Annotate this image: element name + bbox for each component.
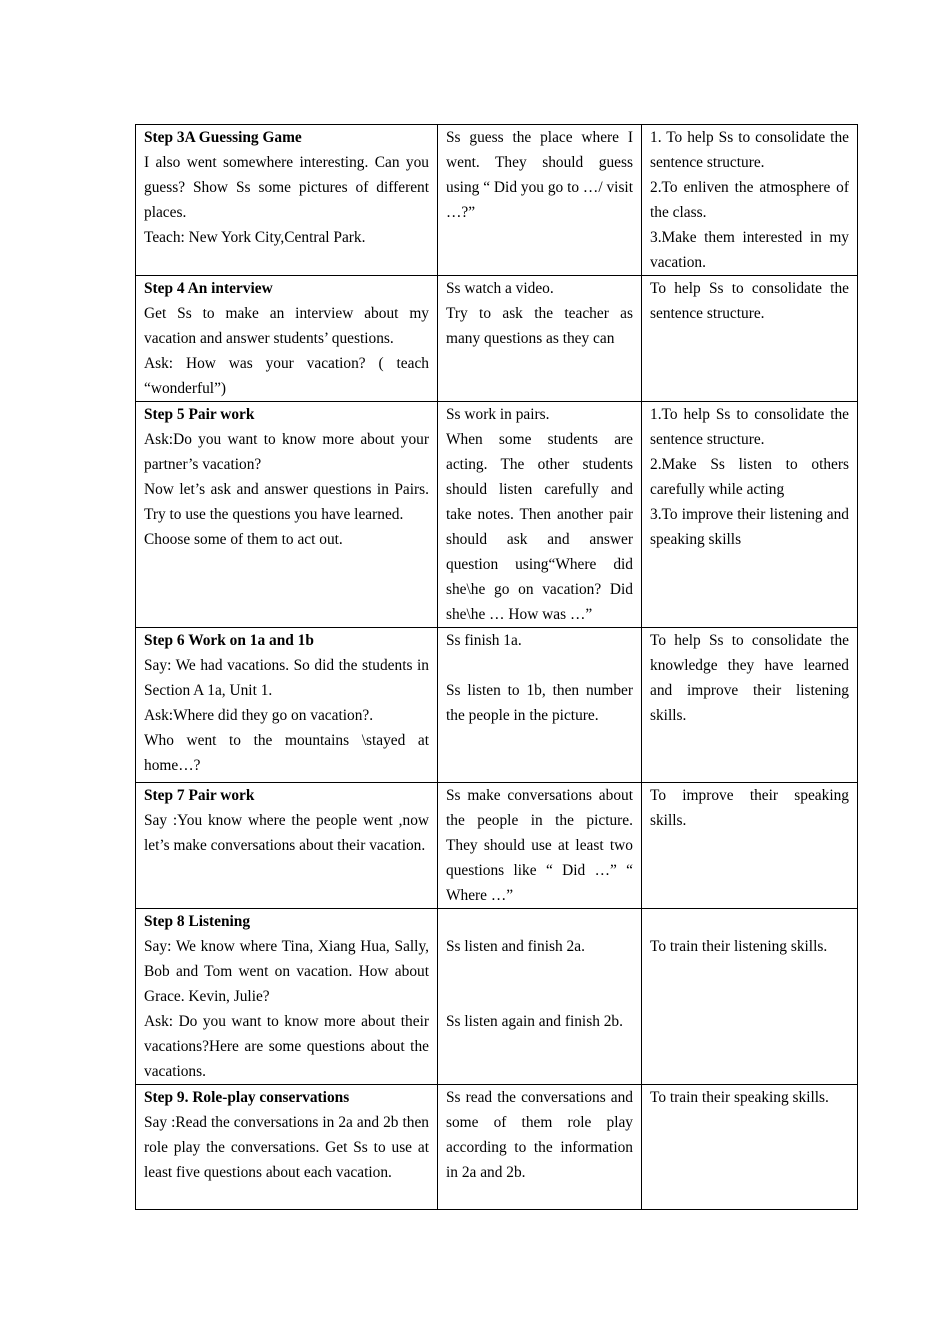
teacher-activity-text: Ask:Do you want to know more about your partner’s vacation? xyxy=(144,431,429,473)
student-activity-cell xyxy=(438,1085,642,1210)
teacher-activity-text: Ask: Do you want to know more about their vacations?Here are some questions about the vacations. xyxy=(144,1013,429,1080)
purpose-cell xyxy=(642,125,858,276)
purpose-cell xyxy=(642,1085,858,1210)
purpose-cell xyxy=(642,628,858,783)
student-activity-text: Ss work in pairs. xyxy=(446,406,550,423)
step-title: Step 5 Pair work xyxy=(144,406,255,423)
purpose-text: 2.Make Ss listen to others carefully while acting xyxy=(650,456,849,498)
step-title: Step 4 An interview xyxy=(144,280,273,297)
student-activity-text: Ss listen again and finish 2b. xyxy=(446,1013,623,1030)
purpose-text: 3.To improve their listening and speaking skills xyxy=(650,506,849,548)
teacher-activity-text: Say: We had vacations. So did the students in Section A 1a, Unit 1. xyxy=(144,657,429,699)
teacher-activity-text: I also went somewhere interesting. Can you guess? Show Ss some pictures of different places. xyxy=(144,154,429,221)
student-activity-cell xyxy=(438,125,642,276)
teacher-activity-text: Choose some of them to act out. xyxy=(144,531,343,548)
teacher-activity-cell xyxy=(136,276,438,402)
student-activity-text: Ss finish 1a. xyxy=(446,632,522,649)
lesson-plan-table xyxy=(135,124,858,1210)
purpose-text: 2.To enliven the atmosphere of the class. xyxy=(650,179,849,221)
student-activity-cell xyxy=(438,909,642,1085)
purpose-text: To help Ss to consolidate the sentence structure. xyxy=(650,280,849,322)
purpose-cell xyxy=(642,402,858,628)
teacher-activity-cell xyxy=(136,1085,438,1210)
step-title: Step 8 Listening xyxy=(144,913,251,930)
student-activity-cell xyxy=(438,628,642,783)
student-activity-text: Ss make conversations about the people in the picture. They should use at least two questions like “ Did …” “ Where …” xyxy=(446,787,633,904)
step-title: Step 6 Work on 1a and 1b xyxy=(144,632,314,649)
teacher-activity-text: Say: We know where Tina, Xiang Hua, Sally, Bob and Tom went on vacation. How about Grace. Kevin, Julie? xyxy=(144,938,429,1005)
student-activity-text: Ss watch a video. xyxy=(446,280,554,297)
purpose-text: 3.Make them interested in my vacation. xyxy=(650,229,849,271)
teacher-activity-text: Get Ss to make an interview about my vacation and answer students’ questions. xyxy=(144,305,429,347)
blank-line xyxy=(650,909,849,934)
blank-line xyxy=(446,959,633,984)
step-row xyxy=(136,783,858,909)
teacher-activity-cell xyxy=(136,125,438,276)
student-activity-text: Try to ask the teacher as many questions as they can xyxy=(446,305,633,347)
blank-line xyxy=(446,909,633,934)
teacher-activity-cell xyxy=(136,783,438,909)
purpose-cell xyxy=(642,783,858,909)
step-title: Step 7 Pair work xyxy=(144,787,255,804)
purpose-cell xyxy=(642,909,858,1085)
step-title: Step 3A Guessing Game xyxy=(144,129,302,146)
step-row xyxy=(136,276,858,402)
student-activity-text: Ss read the conversations and some of them role play according to the information in 2a and 2b. xyxy=(446,1089,633,1181)
student-activity-text: Ss listen and finish 2a. xyxy=(446,938,585,955)
step-title: Step 9. Role-play conservations xyxy=(144,1089,350,1106)
step-row xyxy=(136,909,858,1085)
step-row xyxy=(136,1085,858,1210)
teacher-activity-text: Ask:Where did they go on vacation?. xyxy=(144,707,374,724)
teacher-activity-text: Who went to the mountains \stayed at home…? xyxy=(144,732,429,774)
teacher-activity-text: Ask: How was your vacation? ( teach “wonderful”) xyxy=(144,355,429,397)
teacher-activity-text: Teach: New York City,Central Park. xyxy=(144,229,366,246)
purpose-text: 1. To help Ss to consolidate the sentence structure. xyxy=(650,129,849,171)
teacher-activity-text: Now let’s ask and answer questions in Pairs. Try to use the questions you have learned. xyxy=(144,481,429,523)
blank-line xyxy=(446,984,633,1009)
purpose-text: To train their listening skills. xyxy=(650,938,828,955)
purpose-text: 1.To help Ss to consolidate the sentence structure. xyxy=(650,406,849,448)
step-row xyxy=(136,125,858,276)
purpose-cell xyxy=(642,276,858,402)
teacher-activity-cell xyxy=(136,628,438,783)
student-activity-cell xyxy=(438,402,642,628)
student-activity-cell xyxy=(438,783,642,909)
purpose-text: To improve their speaking skills. xyxy=(650,787,849,829)
step-row xyxy=(136,628,858,783)
student-activity-text: When some students are acting. The other students should listen carefully and take notes. Then another pair should ask and answer question using“Where did she\he go on vacation? Did she\he … How was …” xyxy=(446,431,633,623)
blank-line xyxy=(446,653,633,678)
student-activity-text: Ss listen to 1b, then number the people in the picture. xyxy=(446,682,633,724)
teacher-activity-text: Say :Read the conversations in 2a and 2b then role play the conversations. Get Ss to use at least five questions about each vacation. xyxy=(144,1114,429,1181)
student-activity-cell xyxy=(438,276,642,402)
step-row xyxy=(136,402,858,628)
lesson-plan-body xyxy=(136,125,858,1210)
teacher-activity-cell xyxy=(136,402,438,628)
purpose-text: To help Ss to consolidate the knowledge they have learned and improve their listening skills. xyxy=(650,632,849,724)
teacher-activity-text: Say :You know where the people went ,now let’s make conversations about their vacation. xyxy=(144,812,429,854)
student-activity-text: Ss guess the place where I went. They should guess using “ Did you go to …/ visit …?” xyxy=(446,129,633,221)
purpose-text: To train their speaking skills. xyxy=(650,1089,829,1106)
teacher-activity-cell xyxy=(136,909,438,1085)
